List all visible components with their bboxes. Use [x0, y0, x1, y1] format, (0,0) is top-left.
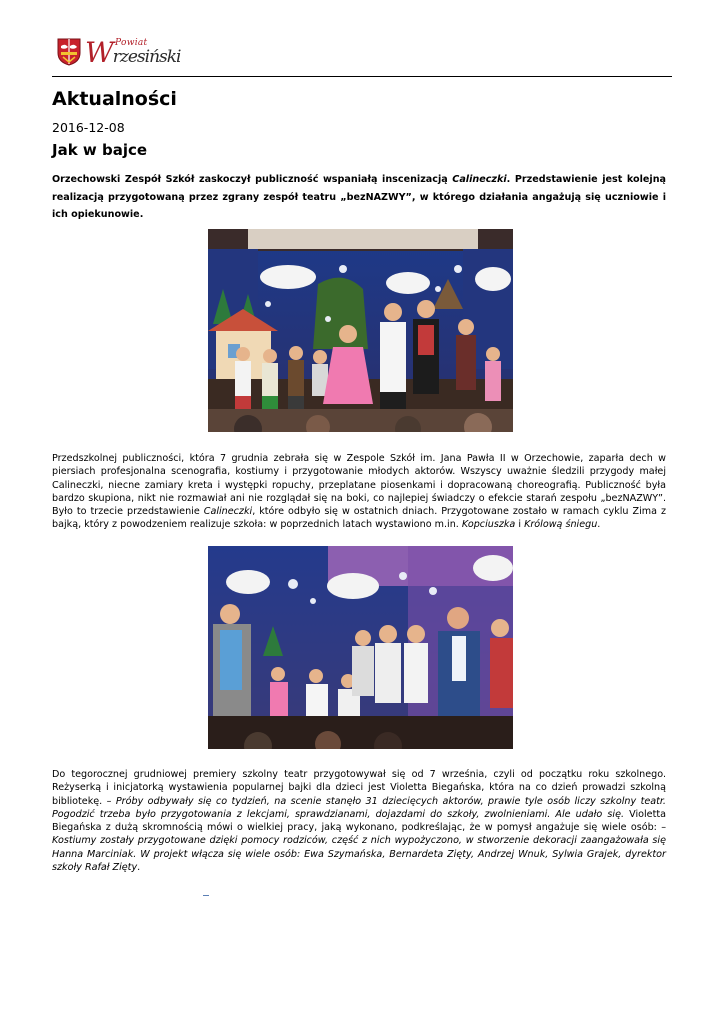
site-logo[interactable]: [85, 36, 235, 70]
stage-photo-children-actors[interactable]: [208, 229, 513, 432]
p1-text-3: i: [515, 519, 525, 531]
p2-italic-2: Kostiumy zostały przygotowane dzięki pomocy rodziców, część z nich wypożyczono, w stworzenie dekoracji zaangażowała się Hanna Marciniak. W projekt włącza się wiele osób: Ewa Szymańska, Bernardeta Zięty, Andrzej Wnuk, Sylwia Grajek, dyrektor szkoły Rafał Zięty: [52, 835, 666, 874]
p2-text-1: Do tegorocznej grudniowej premiery szkolny teatr przygotowywał się od 7 września, czyli od początku roku szkolnego. Reżyserką i inicjatorką wystawienia popularnej bajki dla dzieci jest Violetta Biegańska, która na co dzień prowadzi szkolną bibliotekę. –: [52, 769, 666, 807]
section-title: Aktualności: [52, 88, 177, 110]
link-marker: [203, 895, 209, 896]
county-crest-icon: [57, 38, 81, 66]
article-title: Jak w bajce: [52, 141, 148, 159]
p1-text-1: Przedszkolnej publiczności, która 7 grudnia zebrała się w Zespole Szkół im. Jana Pawła II w Orzechowie, zaparła dech w piersiach profesjonalna scenografia, kostiumy i przygotowanie młodych aktorów. Wszyscy uważnie śledzili przygody małej Calineczki, niecne zamiary kreta i występki ropuchy, przeplatane piosenkami i dopracowaną choreografią. Publiczność była bardzo skupiona, nikt nie rozmawiał ani nie rozglądał się na boki, co najlepiej świadczy o efekcie starań zespołu „bezNAZWY”. Było to trzecie przedstawienie: [52, 453, 666, 518]
lead-text-1: Orzechowski Zespół Szkół zaskoczył publiczność wspaniałą inscenizacją: [52, 174, 453, 185]
p1-italic-2: Kopciuszka: [461, 519, 516, 531]
site-header: [52, 36, 672, 77]
p2-text-3: .: [137, 862, 141, 874]
lead-italic-title: Calineczki: [452, 174, 507, 185]
stage-photo-actors-with-director[interactable]: [208, 546, 513, 749]
article-lead: [52, 171, 666, 224]
p1-text-2: , które odbyło się w ostatnich dniach. Przygotowane zostało w ramach cyklu Zima z bajką, który z powodzeniem realizuje szkoła: w poprzednich latach wystawiono m.in.: [52, 506, 666, 531]
stage-photo-2-image: [208, 546, 513, 749]
lead-text-2: . Przedstawienie jest kolejną realizacją przygotowaną przez zgrany zespół teatru „bezNAZWY”, w którego działania angażują się uczniowie i ich opiekunowie.: [52, 174, 667, 220]
logo-wrzesinski-text: [85, 36, 181, 69]
article-paragraph-1: [52, 452, 666, 532]
article-paragraph-2: [52, 768, 666, 874]
article-date: 2016-12-08: [52, 120, 125, 135]
p2-text-2: Violetta Biegańska z dużą skromnością mówi o wielkiej pracy, jaką wykonano, podkreślając, że w pomysł angażuje się wiele osób: –: [52, 808, 666, 834]
logo-rest-letters: rzesiński: [112, 47, 181, 67]
stage-photo-1-image: [208, 229, 513, 432]
logo-powiat-text: Powiat: [115, 38, 148, 48]
logo-w-letter: W: [85, 36, 113, 69]
p1-italic-3: Królową śniegu: [524, 519, 598, 531]
p2-italic-1: Próby odbywały się co tydzień, na scenie stanęło 31 dziecięcych aktorów, prawie tyle osób liczy szkolny teatr. Pogodzić trzeba było przygotowania z lekcjami, sprawdzianami, dojazdami do szkoły, zwolnieniami. Ale udało się.: [52, 795, 666, 820]
p1-italic-1: Calineczki: [203, 506, 253, 518]
p1-text-4: .: [597, 519, 601, 531]
